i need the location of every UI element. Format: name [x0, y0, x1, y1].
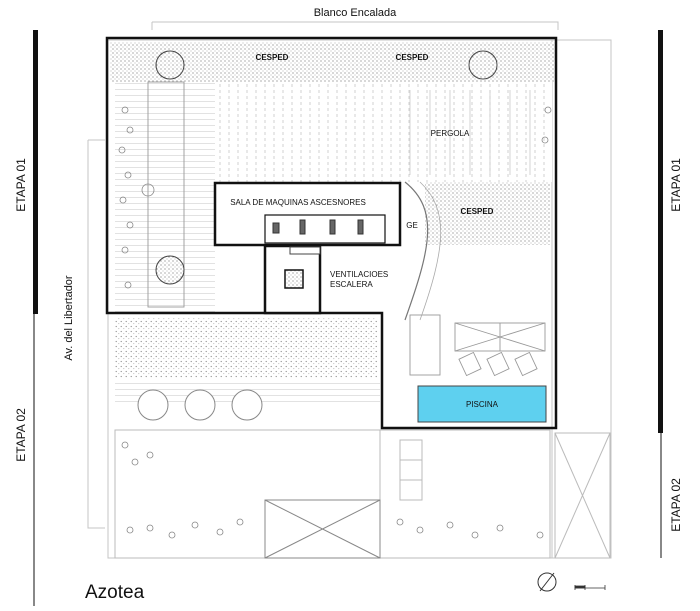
pergola-area — [215, 82, 552, 182]
room-ge: GE — [406, 221, 418, 230]
scale-bar-icon — [575, 585, 605, 590]
stage-1-bar-left — [33, 30, 38, 314]
north-arrow-icon — [538, 573, 556, 591]
room-pool: PISCINA — [465, 400, 499, 409]
stage-2-right-label: ETAPA 02 — [669, 478, 683, 532]
street-top-label: Blanco Encalada — [313, 7, 397, 19]
stair-block — [265, 246, 320, 313]
stage-1-bar-right — [658, 30, 663, 433]
lawn-middle — [115, 318, 378, 378]
room-ventilation-2: ESCALERA — [330, 280, 373, 289]
room-ventilation-1: VENTILACIOES — [330, 270, 389, 279]
curved-walkway — [405, 182, 428, 320]
room-machine: SALA DE MAQUINAS ASCESNORES — [230, 198, 366, 207]
stage-1-right-label: ETAPA 01 — [669, 158, 683, 212]
lower-lots — [115, 430, 610, 558]
room-cesped-1: CESPED — [255, 53, 289, 62]
plan-caption: Azotea — [85, 582, 145, 603]
machine-room — [215, 183, 400, 245]
stage-2-left-label: ETAPA 02 — [14, 408, 28, 462]
room-cesped-2: CESPED — [395, 53, 429, 62]
room-pergola: PERGOLA — [430, 129, 470, 138]
room-cesped-3: CESPED — [460, 207, 494, 216]
stage-1-left-label: ETAPA 01 — [14, 158, 28, 212]
stage-2-bar-left — [33, 314, 35, 606]
street-left-label: Av. del Libertador — [63, 275, 75, 361]
stage-2-bar-right — [660, 433, 662, 558]
